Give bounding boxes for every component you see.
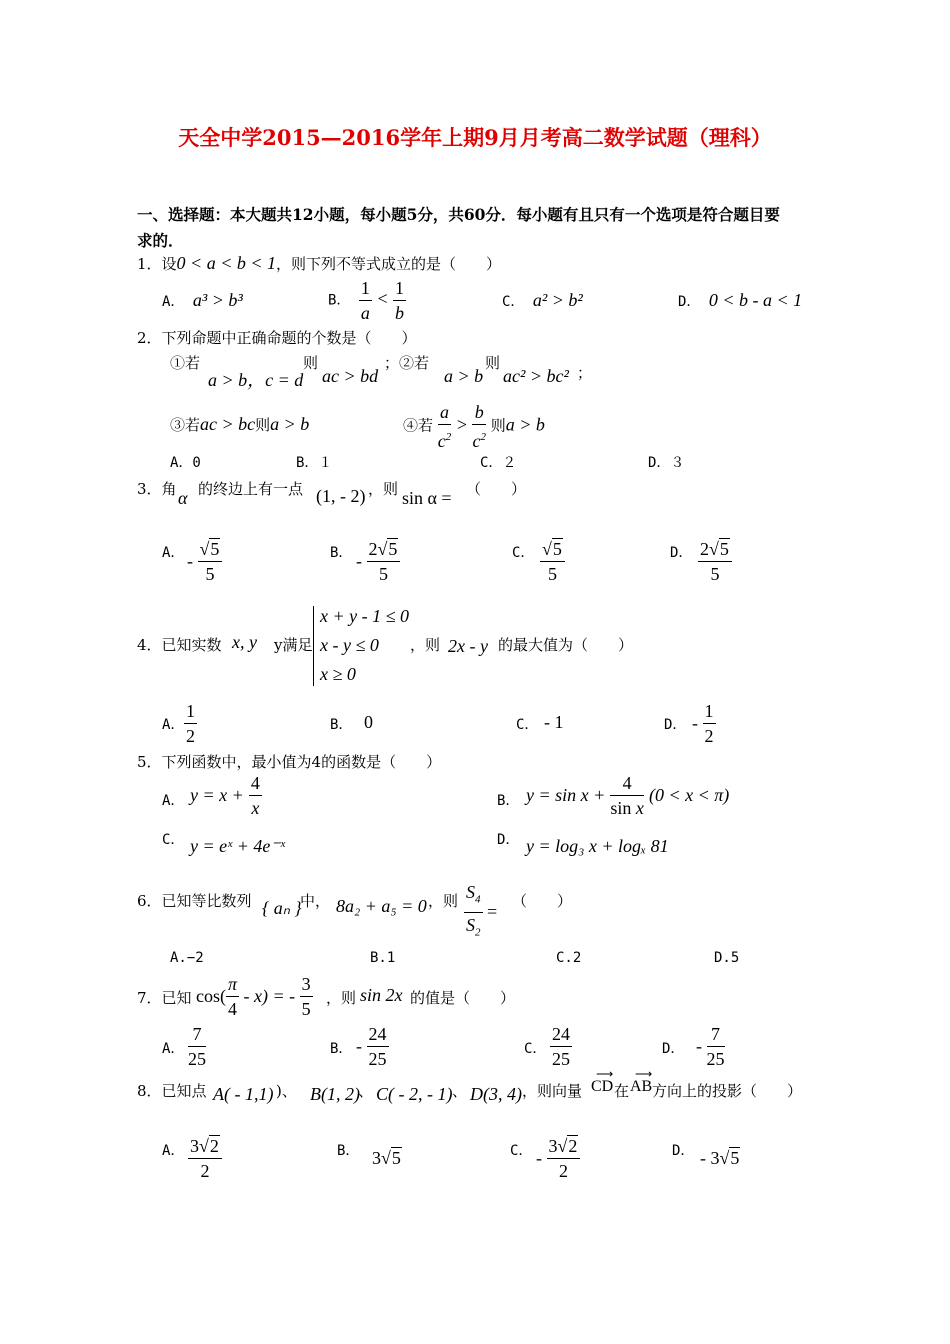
q4-constraint-1: x + y - 1 ≤ 0 <box>320 606 409 626</box>
q8-option-d: D． <box>672 1143 695 1159</box>
question-3: 3．角 <box>137 480 177 498</box>
q2-prop-1-result: ac > bd <box>322 366 379 386</box>
q4-option-d: D． <box>664 717 687 733</box>
q6-sequence: { aₙ } <box>262 898 302 918</box>
q4-constraint-3: x ≥ 0 <box>320 664 356 684</box>
q7-stem-b: ，则 <box>326 989 357 1007</box>
section-heading-cont: 求的． <box>137 231 184 250</box>
q2-semicolon: ； <box>577 364 593 382</box>
q4-stem-b: y满足 <box>274 636 313 654</box>
q1-option-a: A． a³ > b³ <box>162 290 243 310</box>
q5-option-b: B． <box>497 793 520 809</box>
q4-stem-d: 的最大值为（ ） <box>498 636 634 654</box>
q8-option-b-value: 3√5 <box>372 1148 401 1168</box>
q7-option-d-value: - $\frac{7}{25}$ <box>696 1024 725 1069</box>
q2-option-c: C．２ <box>480 455 517 471</box>
q6-option-d: D.5 <box>714 950 740 966</box>
q4-expr: 2x - y <box>448 636 488 656</box>
q3-option-b: B． <box>330 545 353 561</box>
q5-option-d: D． <box>497 832 520 848</box>
q8-point-c: C( - 2, - 1) <box>376 1084 453 1104</box>
question-5: 5．下列函数中，最小值为4的函数是（ ） <box>137 753 442 771</box>
q2-prop-1: ①若 <box>170 354 201 372</box>
q8-option-a: A． <box>162 1143 185 1159</box>
question-2: 2．下列命题中正确命题的个数是（ ） <box>137 329 417 347</box>
q7-option-a: A． <box>162 1041 185 1057</box>
q6-stem-c: ，则 <box>428 892 459 910</box>
q6-option-c: C.2 <box>556 950 582 966</box>
q7-option-d: D． <box>662 1041 685 1057</box>
q8-option-c-value: - $\frac{3√2}{2}$ <box>536 1134 580 1183</box>
q4-stem-c: ，则 <box>410 636 441 654</box>
q1-option-c: C． a² > b² <box>502 290 583 310</box>
q3-option-c-value: $\frac{√5}{5}$ <box>540 537 565 586</box>
q3-paren: （ ） <box>466 480 527 498</box>
q1-option-d: D． 0 < b - a < 1 <box>678 290 803 310</box>
q3-option-b-value: - $\frac{2√5}{5}$ <box>356 537 400 586</box>
q7-stem-c: 的值是（ ） <box>410 989 516 1007</box>
q4-vars: x, y <box>232 632 257 652</box>
q2-prop-3: ③若ac > bc则a > b <box>170 414 310 434</box>
q4-option-d-value: - $\frac{1}{2}$ <box>692 701 714 746</box>
q7-condition: cos( $\frac{\pi}{4}$ - x) = - $\frac{3}{5}$ <box>196 974 311 1019</box>
q2-then-2: 则 <box>485 354 501 372</box>
q8-vector-cd: ⟶ CD <box>591 1067 614 1095</box>
q2-prop-1-cond: a > b，c = d <box>208 370 304 390</box>
q4-option-a: A． <box>162 717 185 733</box>
question-7: 7．已知 <box>137 989 192 1007</box>
q8-option-c: C． <box>510 1143 533 1159</box>
q7-option-c: C． <box>524 1041 547 1057</box>
q4-system-brace <box>313 606 314 686</box>
q6-option-b: B.1 <box>370 950 396 966</box>
q8-point-b: B(1, 2) <box>310 1084 360 1104</box>
q2-option-b: B．１ <box>296 455 333 471</box>
q8-stem-c: ，则向量 <box>522 1082 583 1100</box>
q8-option-a-value: $\frac{3√2}{2}$ <box>188 1134 222 1183</box>
q5-option-a-expr: y = x + $\frac{4}{x}$ <box>190 773 260 818</box>
q3-option-d-value: $\frac{2√5}{5}$ <box>698 537 732 586</box>
page-title: 天全中学2015—2016学年上期9月月考高二数学试题（理科） <box>178 125 772 150</box>
q8-in: 在 <box>614 1082 630 1100</box>
q6-paren: （ ） <box>512 892 573 910</box>
q6-stem-b: 中， <box>300 892 331 910</box>
q8-option-b: B． <box>337 1143 360 1159</box>
q3-option-d: D． <box>670 545 693 561</box>
q2-prop-2-cond: a > b <box>444 366 484 386</box>
q3-option-a-value: - $\frac{√5}{5}$ <box>187 537 222 586</box>
q4-option-b-value: 0 <box>364 712 373 732</box>
q3-option-c: C． <box>512 545 535 561</box>
q5-option-c: C． <box>162 832 185 848</box>
q7-option-a-value: $\frac{7}{25}$ <box>188 1024 206 1069</box>
section-heading: 一、选择题：本大题共12小题，每小题5分，共60分．每小题有且只有一个选项是符合题目要 <box>137 205 780 224</box>
q2-prop-2: ；②若 <box>384 354 430 372</box>
question-1: 1．设0 < a < b < 1，则下列不等式成立的是（ ） <box>137 253 502 273</box>
q2-prop-4: ④若 $\frac{a}{c^2}$ > $\frac{b}{c^2}$ 则a > b <box>403 402 545 451</box>
q3-point: (1, - 2) <box>316 486 366 506</box>
q4-option-c-value: - 1 <box>544 712 564 732</box>
q2-option-a: A．0 <box>170 455 201 471</box>
q5-option-d-expr: y = log₃ x + logₓ 81 <box>526 836 669 856</box>
q3-option-a: A． <box>162 545 185 561</box>
q5-option-b-expr: y = sin x + $\frac{4}{\text{sin x}}$ (0 < x < π) <box>526 773 730 818</box>
q6-ratio: $\frac{S_4}{S_2}$ = <box>466 882 498 939</box>
q6-option-a: A.−2 <box>170 950 204 966</box>
q3-sin: sin α = <box>402 488 452 508</box>
q8-sep-2: 、 <box>358 1082 374 1100</box>
question-6: 6．已知等比数列 <box>137 892 252 910</box>
question-4: 4．已知实数 <box>137 636 222 654</box>
q6-condition: 8a₂ + a₅ = 0 <box>336 896 427 916</box>
q3-stem-c: ，则 <box>368 480 399 498</box>
q4-option-c: C． <box>516 717 539 733</box>
q2-option-d: D．３ <box>648 455 685 471</box>
q3-stem-b: 的终边上有一点 <box>198 480 304 498</box>
q5-option-c-expr: y = eˣ + 4e⁻ˣ <box>190 836 285 856</box>
q4-option-a-value: $\frac{1}{2}$ <box>186 701 195 746</box>
q8-point-d: D(3, 4) <box>470 1084 522 1104</box>
q8-stem-d: 方向上的投影（ ） <box>652 1082 803 1100</box>
q4-option-b: B． <box>330 717 353 733</box>
q7-option-c-value: $\frac{24}{25}$ <box>552 1024 570 1069</box>
q7-option-b-value: - $\frac{24}{25}$ <box>356 1024 387 1069</box>
q5-option-a: A． <box>162 793 185 809</box>
q4-constraint-2: x - y ≤ 0 <box>320 635 379 655</box>
q1-option-b: B． $\frac{1}{a}$ < $\frac{1}{b}$ <box>328 278 405 323</box>
q2-then-1: 则 <box>303 354 319 372</box>
q3-alpha: α <box>178 488 188 508</box>
q8-sep-1: )、 <box>276 1082 297 1100</box>
question-8: 8．已知点 <box>137 1082 207 1100</box>
q8-point-a: A( - 1,1) <box>213 1084 274 1104</box>
q7-expr: sin 2x <box>360 985 403 1005</box>
q8-sep-3: 、 <box>452 1082 468 1100</box>
q8-vector-ab: ⟶ AB <box>630 1067 653 1095</box>
q2-prop-2-result: ac² > bc² <box>503 366 569 386</box>
q7-option-b: B． <box>330 1041 353 1057</box>
q8-option-d-value: - 3√5 <box>700 1148 740 1168</box>
